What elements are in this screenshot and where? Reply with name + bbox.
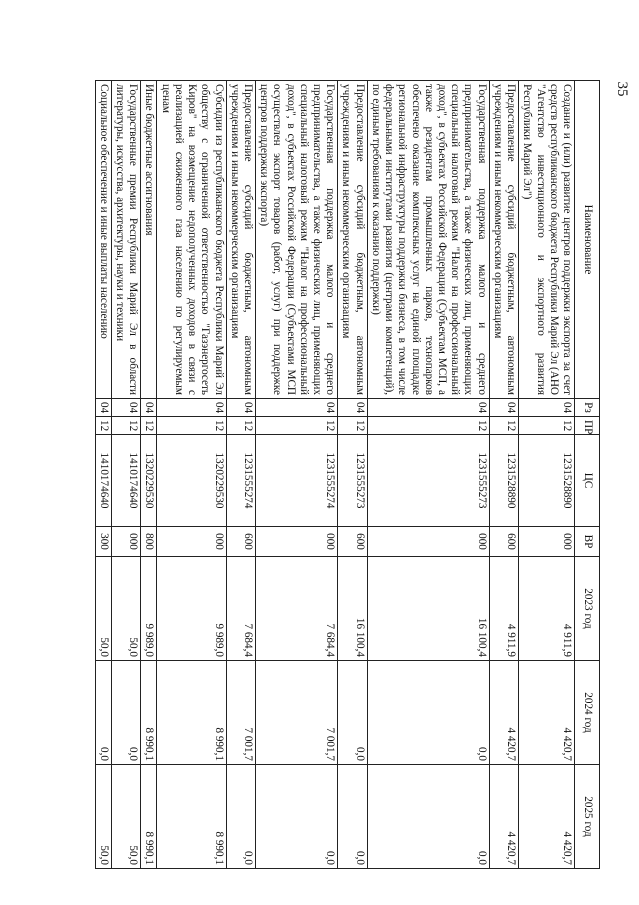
table-row — [255, 81, 337, 869]
header-2023: 2023 год — [575, 557, 600, 661]
row-2024: 8 990,1 — [157, 661, 226, 765]
row-rz: 04 — [255, 399, 337, 417]
row-rz: 04 — [367, 399, 489, 417]
row-2025: 4 420,7 — [519, 765, 575, 869]
row-2024: 0,0 — [367, 661, 489, 765]
row-name: Государственные премии Республики Марий Эл в области литературы, искусства, архитектуры, науки и техники — [111, 81, 140, 399]
row-cs: 1231555274 — [226, 435, 255, 527]
row-2024: 0,0 — [111, 661, 140, 765]
header-pr: ПР — [575, 417, 600, 435]
row-2023: 7 684,4 — [226, 557, 255, 661]
row-name: Социальное обеспечение и иные выплаты населению — [95, 81, 111, 399]
row-2024: 0,0 — [338, 661, 367, 765]
row-2025: 4 420,7 — [489, 765, 518, 869]
row-rz: 04 — [489, 399, 518, 417]
row-2024: 8 990,1 — [141, 661, 157, 765]
row-name: Предоставление субсидий бюджетным, автономным учреждениям и иным некоммерческим организациям — [226, 81, 255, 399]
row-2023: 9 989,0 — [141, 557, 157, 661]
row-2023: 16 100,4 — [338, 557, 367, 661]
table-row — [111, 81, 140, 869]
rotated-table-wrapper — [97, 80, 600, 868]
row-cs: 1231555273 — [338, 435, 367, 527]
table-row — [338, 81, 367, 869]
row-pr: 12 — [157, 417, 226, 435]
row-vr: 000 — [157, 527, 226, 557]
row-vr: 600 — [338, 527, 367, 557]
table-row — [157, 81, 226, 869]
row-pr: 12 — [255, 417, 337, 435]
row-2023: 7 684,4 — [255, 557, 337, 661]
row-vr: 600 — [489, 527, 518, 557]
row-cs: 1320229530 — [157, 435, 226, 527]
row-pr: 12 — [367, 417, 489, 435]
header-rz: Рз — [575, 399, 600, 417]
row-cs: 1231555274 — [255, 435, 337, 527]
row-2024: 7 001,7 — [255, 661, 337, 765]
row-rz: 04 — [226, 399, 255, 417]
header-2025: 2025 год — [575, 765, 600, 869]
row-cs: 1231528890 — [519, 435, 575, 527]
row-vr: 800 — [141, 527, 157, 557]
row-2025: 8 990,1 — [141, 765, 157, 869]
table-row — [489, 81, 518, 869]
row-2023: 50,0 — [95, 557, 111, 661]
row-name: Государственная поддержка малого и среднего предпринимательства, а также физических лиц, применяющих специальный налоговый режим "Налог на профессиональный доход", в субъектах Российской Федерации (Субъектами МСП осуществлен экспорт товаров (работ, услуг) при поддержке центров поддержки экспорта) — [255, 81, 337, 399]
header-name: Наименование — [575, 81, 600, 399]
table-row — [367, 81, 489, 869]
row-rz: 04 — [111, 399, 140, 417]
header-2024: 2024 год — [575, 661, 600, 765]
row-name: Предоставление субсидий бюджетным, автономным учреждениям и иным некоммерческим организациям — [338, 81, 367, 399]
row-2025: 0,0 — [338, 765, 367, 869]
table-row — [141, 81, 157, 869]
row-name: Предоставление субсидий бюджетным, автономным учреждениям и иным некоммерческим организациям — [489, 81, 518, 399]
row-2024: 4 420,7 — [519, 661, 575, 765]
row-2025: 50,0 — [111, 765, 140, 869]
budget-table — [95, 80, 600, 869]
row-name: Государственная поддержка малого и среднего предпринимательства, а также физических лиц, применяющих специальный налоговый режим "Налог на профессиональный доход", в субъектах Российской Федерации (Субъектам МСП, а также резидентам промышленных парков, технопарков обеспечено оказание комплексных услуг на единой площадке региональной инфраструктуры поддержки бизнеса, в том числе федеральными институтами развития (центрами компетенций), по единым требованиям к оказанию поддержки) — [367, 81, 489, 399]
row-2023: 50,0 — [111, 557, 140, 661]
row-rz: 04 — [519, 399, 575, 417]
row-2024: 0,0 — [95, 661, 111, 765]
row-pr: 12 — [519, 417, 575, 435]
row-2023: 4 911,9 — [489, 557, 518, 661]
row-vr: 300 — [95, 527, 111, 557]
row-pr: 12 — [489, 417, 518, 435]
row-2025: 0,0 — [226, 765, 255, 869]
table-row — [95, 81, 111, 869]
row-name: Создание и (или) развитие центров поддержки экспорта за счет средств республиканского бюджета Республики Марий Эл (АНО "Агентство инвестиционного и экспортного развития Республики Марий Эл") — [519, 81, 575, 399]
row-vr: 000 — [255, 527, 337, 557]
table-row — [519, 81, 575, 869]
header-vr: ВР — [575, 527, 600, 557]
row-pr: 12 — [226, 417, 255, 435]
row-2025: 0,0 — [367, 765, 489, 869]
table-header-row — [575, 81, 600, 869]
row-cs: 1231555273 — [367, 435, 489, 527]
row-rz: 04 — [95, 399, 111, 417]
row-2024: 4 420,7 — [489, 661, 518, 765]
row-cs: 1410174640 — [111, 435, 140, 527]
table-row — [226, 81, 255, 869]
row-rz: 04 — [338, 399, 367, 417]
row-2025: 0,0 — [255, 765, 337, 869]
row-2023: 9 989,0 — [157, 557, 226, 661]
row-name: Субсидии из республиканского бюджета Республики Марий Эл обществу с ограниченной ответственностью "Газэнергосеть Киров" на возмещение недополученных доходов в связи с реализацией сжиженного газа населению по регулируемым ценам — [157, 81, 226, 399]
row-2023: 16 100,4 — [367, 557, 489, 661]
row-rz: 04 — [141, 399, 157, 417]
row-cs: 1231528890 — [489, 435, 518, 527]
row-name: Иные бюджетные ассигнования — [141, 81, 157, 399]
row-pr: 12 — [111, 417, 140, 435]
header-cs: ЦС — [575, 435, 600, 527]
row-cs: 1320229530 — [141, 435, 157, 527]
row-rz: 04 — [157, 399, 226, 417]
page-number: 35 — [614, 81, 630, 97]
row-2023: 4 911,9 — [519, 557, 575, 661]
row-cs: 1410174640 — [95, 435, 111, 527]
row-2025: 50,0 — [95, 765, 111, 869]
row-pr: 12 — [95, 417, 111, 435]
row-2025: 8 990,1 — [157, 765, 226, 869]
row-vr: 000 — [111, 527, 140, 557]
row-vr: 000 — [519, 527, 575, 557]
row-vr: 000 — [367, 527, 489, 557]
row-pr: 12 — [141, 417, 157, 435]
row-vr: 600 — [226, 527, 255, 557]
row-pr: 12 — [338, 417, 367, 435]
row-2024: 7 001,7 — [226, 661, 255, 765]
